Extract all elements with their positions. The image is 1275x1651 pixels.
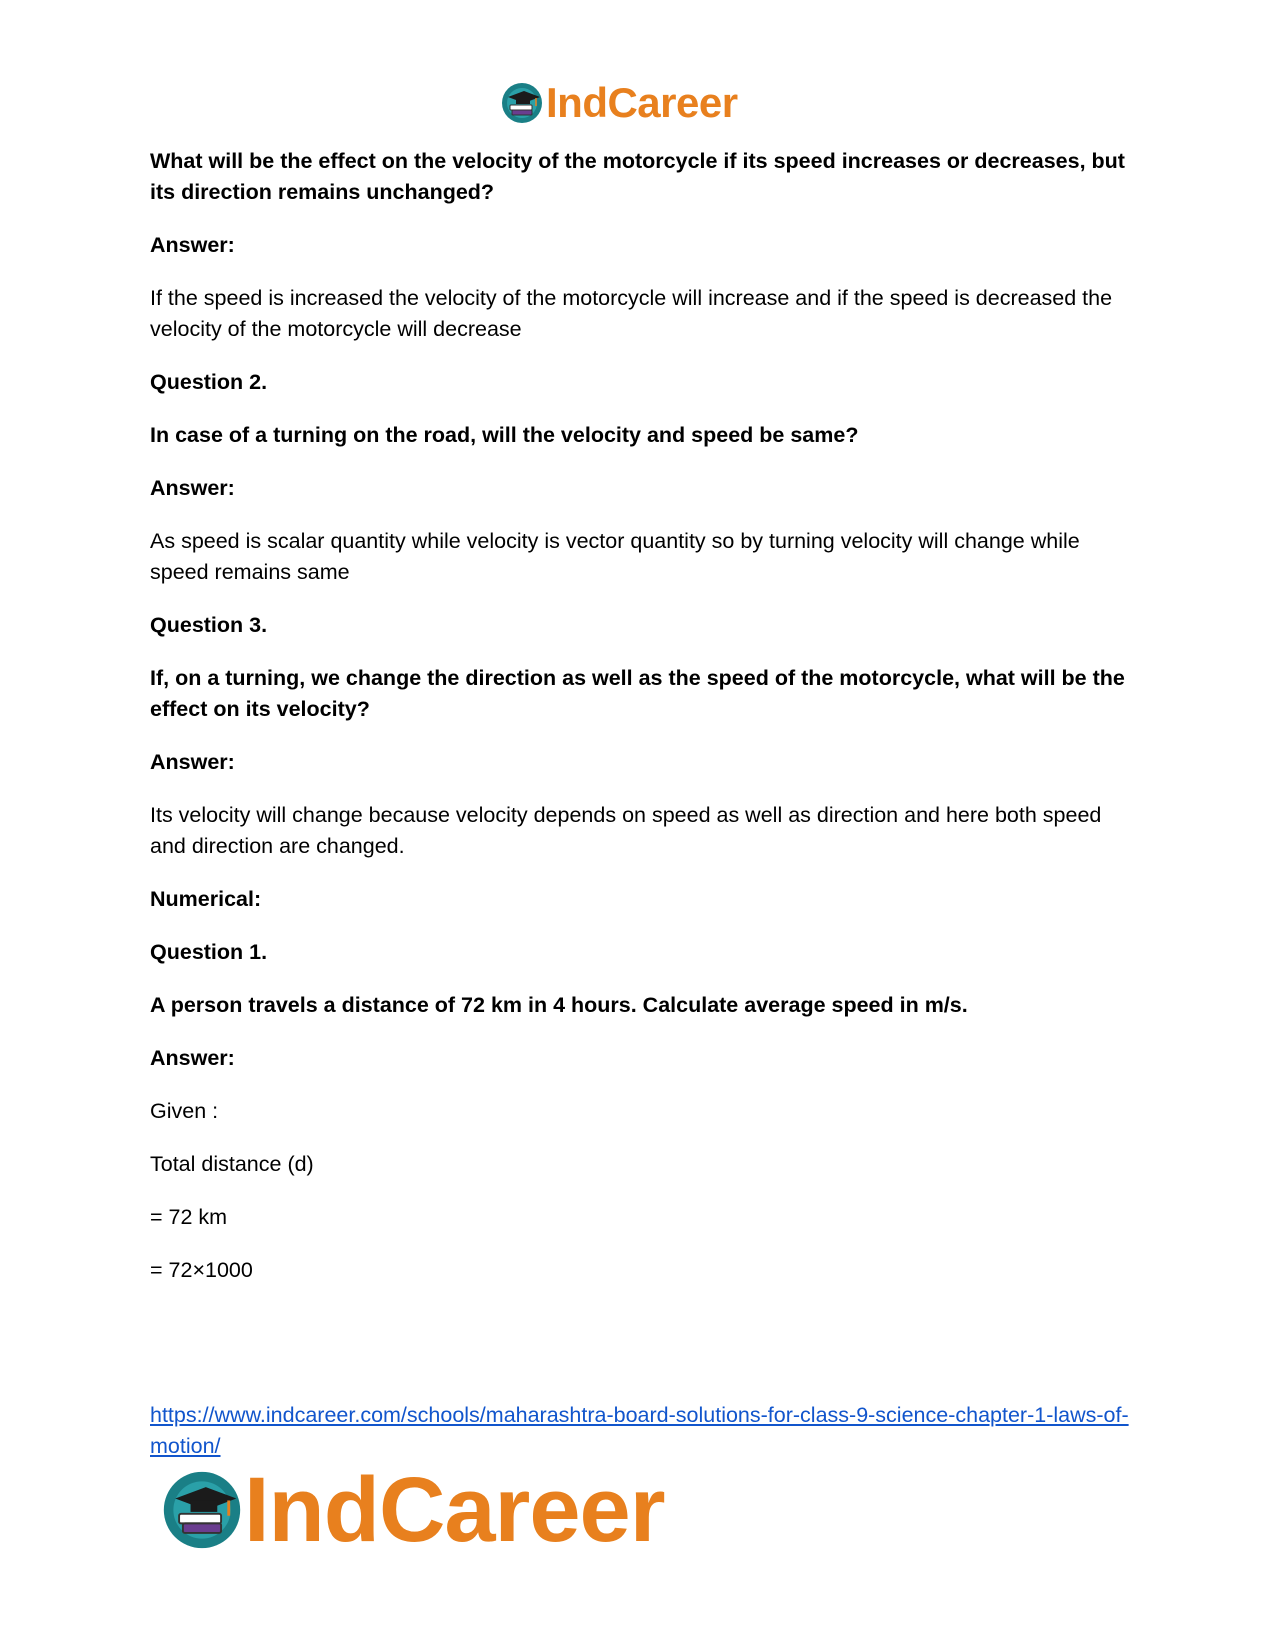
question-number: Question 2. [150,370,268,394]
answer-text: As speed is scalar quantity while velocity is vector quantity so by turning velocity will change while speed remains same [150,529,1080,584]
answer-text: If the speed is increased the velocity of the motorcycle will increase and if the speed is decreased the velocity of the motorcycle will decrease [150,286,1113,341]
answer-text: Total distance (d) [150,1152,314,1176]
header-logo [500,80,738,126]
graduation-cap-books-icon [160,1468,244,1552]
question-number: Question 1. [150,940,268,964]
header-logo-text: IndCareer [546,79,738,126]
question-text: If, on a turning, we change the direction as well as the speed of the motorcycle, what will be the effect on its velocity? [150,666,1125,721]
answer-text: Its velocity will change because velocity depends on speed as well as direction and here both speed and direction are changed. [150,803,1102,858]
section-heading: Numerical: [150,887,262,911]
question-text: What will be the effect on the velocity of the motorcycle if its speed increases or decreases, but its direction remains unchanged? [150,149,1125,204]
footer-logo [160,1459,665,1561]
answer-heading: Answer: [150,233,235,257]
answer-text: Given : [150,1099,219,1123]
footer-logo-text: IndCareer [244,1459,665,1561]
question-text: In case of a turning on the road, will the velocity and speed be same? [150,423,859,447]
answer-heading: Answer: [150,750,235,774]
question-text: A person travels a distance of 72 km in 4 hours. Calculate average speed in m/s. [150,993,968,1017]
question-number: Question 3. [150,613,268,637]
document-body [150,146,1130,1308]
answer-text: = 72 km [150,1205,228,1229]
source-link[interactable]: https://www.indcareer.com/schools/maharashtra-board-solutions-for-class-9-science-chapter-1-laws-of-motion/ [150,1403,1129,1458]
answer-text: = 72×1000 [150,1258,253,1282]
answer-heading: Answer: [150,1046,235,1070]
answer-heading: Answer: [150,476,235,500]
graduation-cap-books-icon [500,81,544,125]
